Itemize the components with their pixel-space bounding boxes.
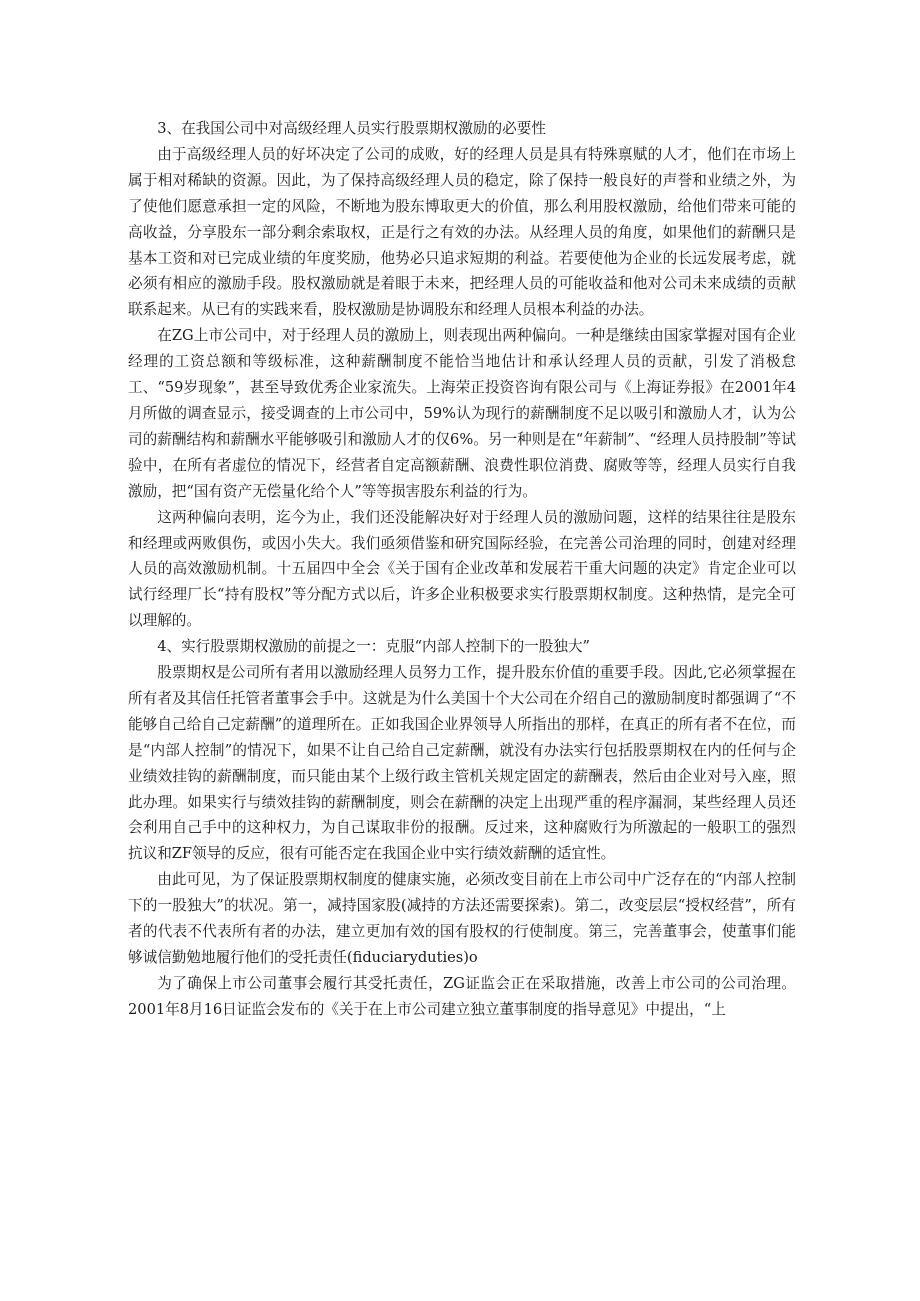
- document-body: [128, 116, 796, 1023]
- paragraph: 股票期权是公司所有者用以激励经理人员努力工作，提升股东价值的重要手段。因此,它必须掌握在所有者及其信任托管者董事会手中。这就是为什么美国十个大公司在介绍自己的激励制度时都强调了“不能够自己给自己定薪酬”的道理所在。正如我国企业界领导人所指出的那样，在真正的所有者不在位，而是“内部人控制”的情况下，如果不让自己给自己定薪酬，就没有办法实行包括股票期权在内的任何与企业绩效挂钩的薪酬制度，而只能由某个上级行政主管机关规定固定的薪酬表，然后由企业对号入座，照此办理。如果实行与绩效挂钩的薪酬制度，则会在薪酬的决定上出现严重的程序漏洞，某些经理人员还会利用自己手中的这种权力，为自己谋取非份的报酬。反过来，这种腐败行为所激起的一般职工的强烈抗议和ZF领导的反应，很有可能否定在我国企业中实行绩效薪酬的适宜性。: [128, 664, 796, 863]
- paragraph: 在ZG上市公司中，对于经理人员的激励上，则表现出两种偏向。一种是继续由国家掌握对国有企业经理的工资总额和等级标准，这种薪酬制度不能恰当地估计和承认经理人员的贡献，引发了消极怠工、“59岁现象”，甚至导致优秀企业家流失。上海荣正投资咨询有限公司与《上海证券报》在2001年4月所做的调查显示，接受调查的上市公司中，59%认为现行的薪酬制度不足以吸引和激励人才，认为公司的薪酬结构和薪酬水平能够吸引和激励人才的仅6%。另一种则是在“年薪制”、“经理人员持股制”等试验中，在所有者虚位的情况下，经营者自定高额薪酬、浪费性职位消费、腐败等等，经理人员实行自我激励，把“国有资产无偿量化给个人”等等损害股东利益的行为。: [128, 327, 796, 500]
- paragraph: 这两种偏向表明，迄今为止，我们还没能解决好对于经理人员的激励问题，这样的结果往往是股东和经理或两败俱伤，或因小失大。我们亟须借鉴和研究国际经验，在完善公司治理的同时，创建对经理人员的高效激励机制。十五届四中全会《关于国有企业改革和发展若干重大问题的决定》肯定企业可以试行经理厂长“持有股权”等分配方式以后，许多企业积极要求实行股票期权制度。这种热情，是完全可以理解的。: [128, 508, 796, 630]
- paragraph: 为了确保上市公司董事会履行其受托责任，ZG证监会正在采取措施，改善上市公司的公司治理。2001年8月16日证监会发布的《关于在上市公司建立独立董事制度的指导意见》中提出，“上: [128, 974, 796, 1018]
- section-heading-4: 4、实行股票期权激励的前提之一：克服“内部人控制下的一股独大”: [157, 638, 591, 656]
- section-heading-3: 3、在我国公司中对高级经理人员实行股票期权激励的必要性: [157, 120, 546, 137]
- paragraph: 由于高级经理人员的好坏决定了公司的成败，好的经理人员是具有特殊禀赋的人才，他们在市场上属于相对稀缺的资源。因此，为了保持高级经理人员的稳定，除了保持一般良好的声誉和业绩之外，为了使他们愿意承担一定的风险，不断地为股东博取更大的价值，那么利用股权激励，给他们带来可能的高收益，分享股东一部分剩余索取权，正是行之有效的办法。从经理人员的角度，如果他们的薪酬只是基本工资和对已完成业绩的年度奖励，他势必只追求短期的利益。若要使他为企业的长远发展考虑，就必须有相应的激励手段。股权激励就是着眼于未来，把经理人员的可能收益和他对公司未来成绩的贡献联系起来。从已有的实践来看，股权激励是协调股东和经理人员根本利益的办法。: [128, 145, 796, 319]
- paragraph: 由此可见，为了保证股票期权制度的健康实施，必须改变目前在上市公司中广泛存在的“内部人控制下的一股独大”的状况。第一，减持国家股(减持的方法还需要探索)。第二，改变层层“授权经营”，所有者的代表不代表所有者的办法，建立更加有效的国有股权的行使制度。第三，完善董事会，使董事们能够诚信勤勉地履行他们的受托责任(fiduciaryduties)o: [128, 871, 796, 966]
